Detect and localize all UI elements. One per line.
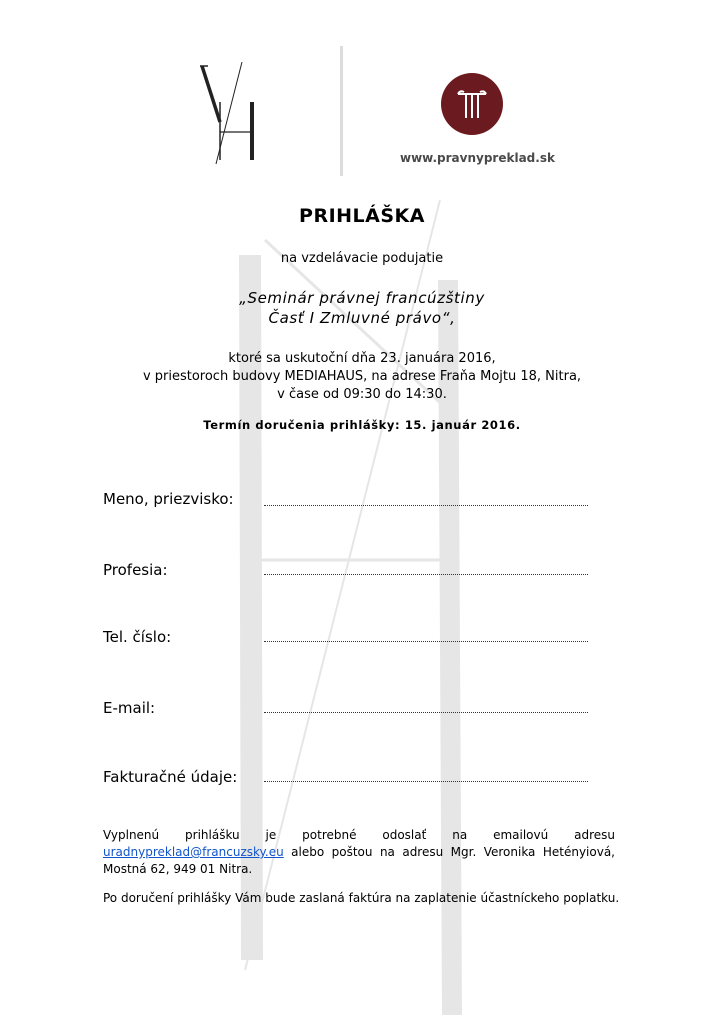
invoice-note: Po doručení prihlášky Vám bude zaslaná faktúra na zaplatenie účastníckeho poplatku. [103, 891, 620, 905]
column-emblem-icon [440, 72, 504, 136]
name-field[interactable] [264, 505, 588, 506]
seminar-name-line1: „Seminár právnej francúzštiny [239, 289, 485, 307]
profession-field[interactable] [264, 574, 588, 575]
instructions-text: Vyplnenú prihlášku je potrebné odoslať na emailovú adresu [103, 828, 615, 842]
submission-instructions [103, 827, 615, 878]
event-time: v čase od 09:30 do 14:30. [277, 387, 447, 402]
event-date: ktoré sa uskutoční dňa 23. januára 2016, [228, 351, 496, 366]
submission-deadline: Termín doručenia prihlášky: 15. január 2016. [203, 418, 521, 432]
header-divider [340, 46, 343, 176]
phone-label: Tel. číslo: [103, 628, 172, 646]
instructions-address: alebo poštou na adresu Mgr. Veronika Hetényiová, Mostná 62, 949 01 Nitra. [103, 845, 615, 876]
billing-label: Fakturačné údaje: [103, 768, 238, 786]
vh-monogram-logo [196, 62, 266, 167]
seminar-name-line2: Časť I Zmluvné právo“, [268, 309, 456, 327]
profession-label: Profesia: [103, 561, 168, 579]
email-label: E-mail: [103, 699, 156, 717]
billing-field[interactable] [264, 781, 588, 782]
email-link[interactable]: uradnypreklad@francuzsky.eu [103, 845, 284, 859]
email-field[interactable] [264, 712, 588, 713]
phone-field[interactable] [264, 641, 588, 642]
name-label: Meno, priezvisko: [103, 490, 234, 508]
event-location: v priestoroch budovy MEDIAHAUS, na adrese Fraňa Mojtu 18, Nitra, [142, 369, 582, 384]
website-url[interactable]: www.pravnypreklad.sk [400, 151, 555, 165]
subtitle: na vzdelávacie podujatie [280, 251, 444, 266]
page-title: PRIHLÁŠKA [299, 205, 425, 227]
